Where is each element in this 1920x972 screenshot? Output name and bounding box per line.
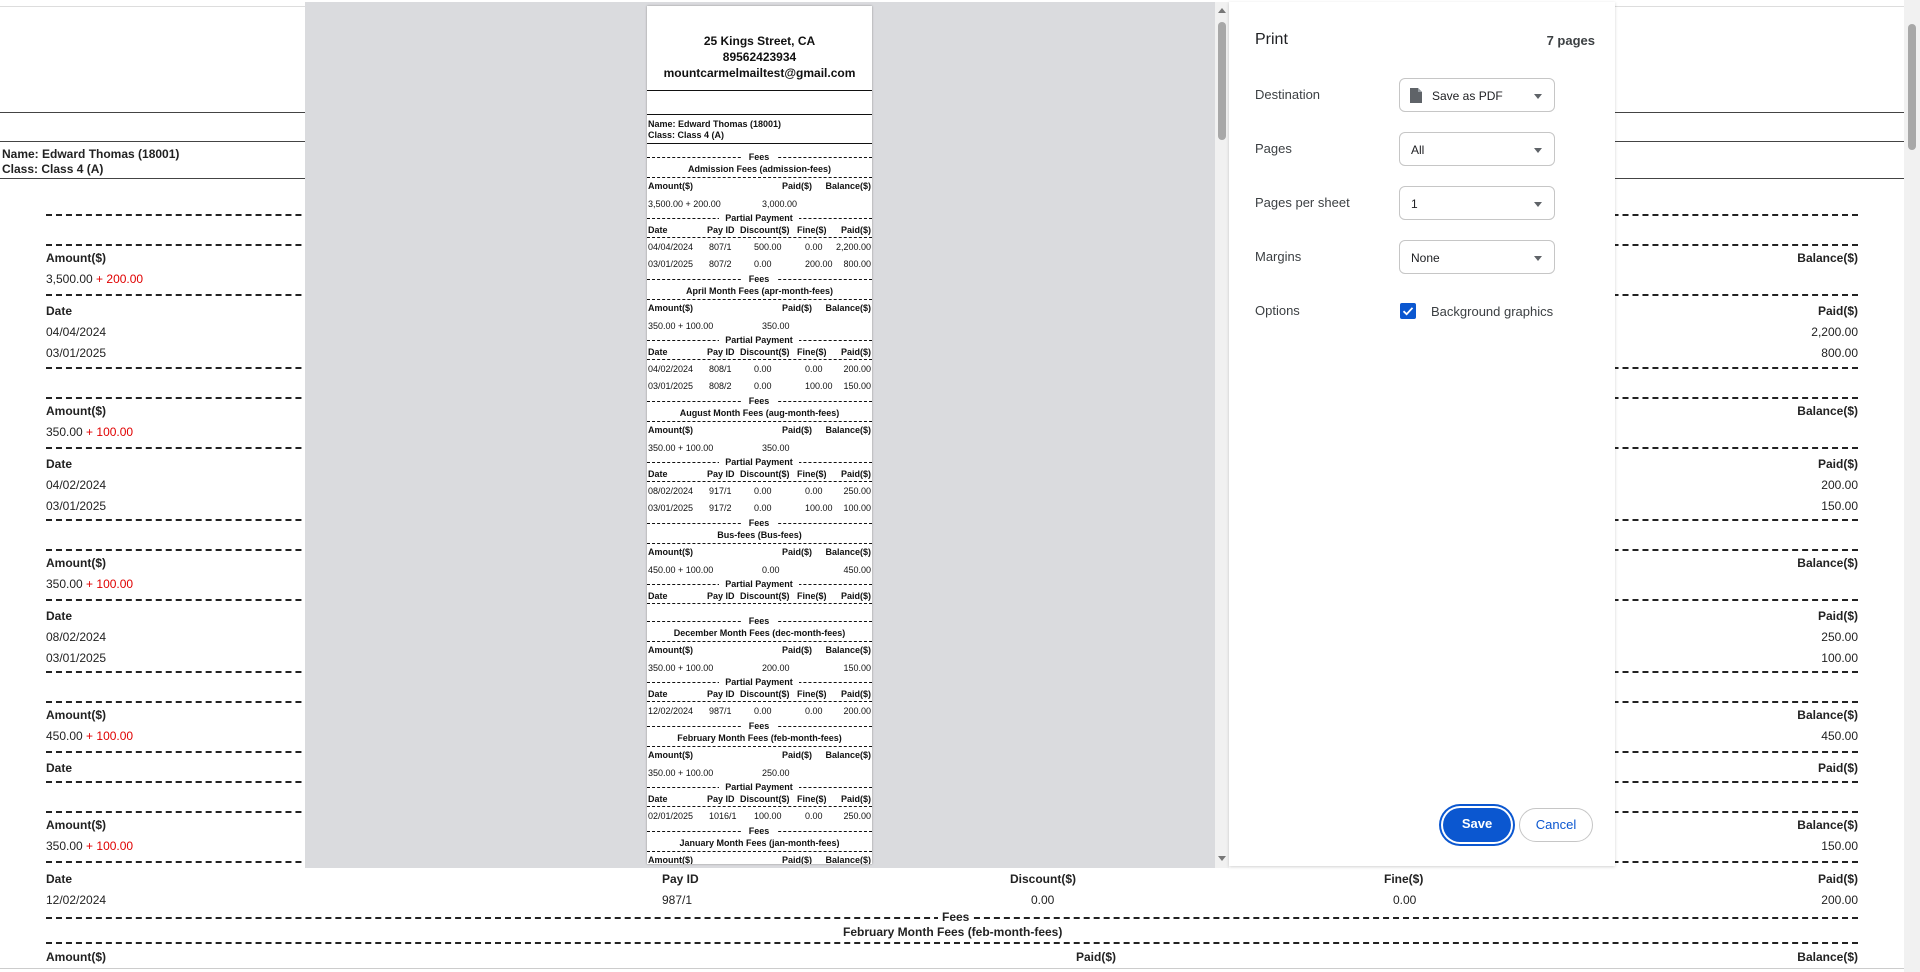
date-header: Date	[648, 689, 668, 699]
amount-header: Amount($)	[648, 750, 693, 760]
page-count: 7 pages	[1546, 33, 1595, 48]
row-date: 04/04/2024	[648, 242, 694, 252]
amount-fine: + 100.00	[86, 425, 134, 439]
partial-payment-label: Partial Payment	[719, 677, 799, 687]
row-paid: 100.00	[843, 503, 871, 513]
partial-payment-label: Partial Payment	[719, 335, 799, 345]
student-name: Name: Edward Thomas (18001)	[2, 147, 180, 161]
fee-title: January Month Fees (jan-month-fees)	[679, 838, 840, 848]
paid-header: Paid($)	[840, 347, 871, 357]
discount-header: Discount($)	[1010, 872, 1076, 886]
balance-header: Balance($)	[1797, 950, 1858, 964]
row-discount: 0.00	[754, 706, 772, 716]
dashed-divider	[647, 299, 872, 300]
paid-header: Paid($)	[782, 181, 813, 191]
row-fine: 0.00	[805, 242, 823, 252]
paid-header: Paid($)	[782, 547, 813, 557]
row-date: 03/01/2025	[648, 259, 694, 269]
school-email: mountcarmelmailtest@gmail.com	[663, 66, 856, 80]
row-fine: 0.00	[805, 486, 823, 496]
date-header: Date	[46, 872, 73, 886]
row-date: 03/01/2025	[46, 346, 107, 360]
balance-header: Balance($)	[1797, 556, 1858, 570]
row-fine: 200.00	[805, 259, 833, 269]
cancel-button[interactable]: Cancel	[1519, 808, 1593, 842]
row-paid: 2,200.00	[1811, 325, 1858, 339]
dashed-divider	[647, 641, 872, 642]
discount-header: Discount($)	[740, 794, 790, 804]
background-graphics-label[interactable]: Background graphics	[1431, 304, 1554, 319]
amount-header: Amount($)	[46, 818, 106, 832]
balance-header: Balance($)	[825, 181, 871, 191]
paid-header: Paid($)	[1076, 950, 1117, 964]
balance-header: Balance($)	[1797, 818, 1858, 832]
row-paid: 250.00	[843, 811, 871, 821]
fee-title: December Month Fees (dec-month-fees)	[673, 628, 846, 638]
paid-header: Paid($)	[840, 591, 871, 601]
fee-title: Bus-fees (Bus-fees)	[717, 530, 802, 540]
fee-title: Admission Fees (admission-fees)	[687, 164, 832, 174]
preview-student-class: Class: Class 4 (A)	[648, 130, 725, 140]
amount-base: 350.00	[46, 839, 87, 853]
amount-header: Amount($)	[648, 547, 693, 557]
amount-fine: + 100.00	[86, 729, 134, 743]
row-date: 04/02/2024	[46, 478, 107, 492]
date-header: Date	[648, 225, 668, 235]
dashed-divider	[647, 237, 872, 238]
fee-title: April Month Fees (apr-month-fees)	[685, 286, 833, 296]
row-date: 04/02/2024	[648, 364, 694, 374]
row-date: 08/02/2024	[46, 630, 107, 644]
row-fine: 0.00	[805, 364, 823, 374]
discount-header: Discount($)	[740, 689, 790, 699]
paid-header: Paid($)	[782, 855, 813, 864]
dashed-divider	[647, 359, 872, 360]
paid-header: Paid($)	[782, 425, 813, 435]
amount-value: 450.00 + 100.00	[648, 565, 714, 575]
row-paid: 200.00	[843, 706, 871, 716]
balance-header: Balance($)	[1797, 404, 1858, 418]
payid-header: Pay ID	[707, 591, 735, 601]
fine-header: Fine($)	[797, 794, 827, 804]
row-payid: 1016/1	[709, 811, 737, 821]
balance-header: Balance($)	[825, 855, 871, 864]
print-settings-panel	[1229, 2, 1615, 866]
print-preview-area[interactable]	[305, 2, 1215, 868]
row-payid: 808/2	[709, 381, 732, 391]
row-paid: 250.00	[843, 486, 871, 496]
partial-payment-label: Partial Payment	[719, 457, 799, 467]
balance-header: Balance($)	[1797, 708, 1858, 722]
paid-header: Paid($)	[782, 645, 813, 655]
school-address: 25 Kings Street, CA	[703, 34, 816, 48]
row-payid: 987/1	[662, 893, 693, 907]
scroll-up-arrow-icon[interactable]	[1218, 8, 1226, 13]
row-paid: 150.00	[1821, 499, 1858, 513]
row-date: 03/01/2025	[648, 503, 694, 513]
amount-base: 3,500.00	[46, 272, 97, 286]
row-payid: 987/1	[709, 706, 732, 716]
date-header: Date	[46, 304, 73, 318]
row-fine: 0.00	[805, 811, 823, 821]
student-class: Class: Class 4 (A)	[2, 162, 104, 176]
payid-header: Pay ID	[707, 347, 735, 357]
fine-header: Fine($)	[797, 689, 827, 699]
row-paid: 800.00	[1821, 346, 1858, 360]
destination-select[interactable]	[1399, 78, 1555, 112]
paid-value: 350.00	[762, 443, 790, 453]
amount-value	[46, 839, 133, 853]
amount-header: Amount($)	[46, 950, 106, 964]
fine-header: Fine($)	[797, 225, 827, 235]
margins-select[interactable]	[1399, 240, 1555, 274]
row-date: 12/02/2024	[648, 706, 694, 716]
balance-header: Balance($)	[1797, 251, 1858, 265]
row-discount: 500.00	[754, 242, 782, 252]
amount-header: Amount($)	[46, 404, 106, 418]
partial-payment-label: Partial Payment	[719, 782, 799, 792]
save-button[interactable]: Save	[1443, 808, 1511, 842]
amount-value: 3,500.00 + 200.00	[648, 199, 721, 209]
date-header: Date	[648, 794, 668, 804]
fees-label: Fees	[741, 518, 777, 528]
date-header: Date	[46, 609, 73, 623]
row-discount: 0.00	[1031, 893, 1055, 907]
row-date: 03/01/2025	[46, 499, 107, 513]
amount-base: 450.00	[46, 729, 87, 743]
amount-header: Amount($)	[648, 181, 693, 191]
fine-header: Fine($)	[797, 469, 827, 479]
fees-label: Fees	[741, 274, 777, 284]
paid-header: Paid($)	[840, 794, 871, 804]
date-header: Date	[46, 761, 73, 775]
row-payid: 917/2	[709, 503, 732, 513]
row-discount: 0.00	[754, 364, 772, 374]
dashed-divider	[46, 942, 1858, 944]
fees-label: Fees	[741, 152, 777, 162]
partial-payment-label: Partial Payment	[719, 579, 799, 589]
row-paid: 200.00	[1821, 478, 1858, 492]
payid-header: Pay ID	[662, 872, 699, 886]
fee-title: August Month Fees (aug-month-fees)	[679, 408, 840, 418]
divider	[647, 114, 872, 115]
dashed-divider	[647, 421, 872, 422]
amount-header: Amount($)	[648, 855, 693, 864]
row-fine: 0.00	[805, 706, 823, 716]
pages-select[interactable]	[1399, 132, 1555, 166]
row-payid: 807/1	[709, 242, 732, 252]
row-paid: 150.00	[843, 381, 871, 391]
amount-fine: + 100.00	[86, 839, 134, 853]
margins-value: None	[1411, 251, 1440, 265]
paid-header: Paid($)	[782, 750, 813, 760]
destination-value: Save as PDF	[1432, 89, 1503, 103]
date-header: Date	[46, 457, 73, 471]
amount-header: Amount($)	[46, 251, 106, 265]
row-paid: 800.00	[843, 259, 871, 269]
discount-header: Discount($)	[740, 469, 790, 479]
amount-value	[46, 425, 133, 439]
balance-header: Balance($)	[825, 645, 871, 655]
preview-scrollbar-thumb[interactable]	[1218, 22, 1226, 140]
date-header: Date	[648, 347, 668, 357]
row-payid: 807/2	[709, 259, 732, 269]
paid-header: Paid($)	[1817, 457, 1858, 471]
balance-header: Balance($)	[825, 425, 871, 435]
row-fine: 0.00	[1393, 893, 1417, 907]
preview-student-name: Name: Edward Thomas (18001)	[648, 119, 782, 129]
paid-value: 350.00	[762, 321, 790, 331]
paid-value: 0.00	[762, 565, 780, 575]
amount-header: Amount($)	[46, 708, 106, 722]
balance-value: 450.00	[843, 565, 871, 575]
pages-per-sheet-value: 1	[1411, 197, 1418, 211]
row-discount: 100.00	[754, 811, 782, 821]
row-date: 08/02/2024	[648, 486, 694, 496]
paid-header: Paid($)	[840, 469, 871, 479]
row-paid: 100.00	[1821, 651, 1858, 665]
amount-value: 350.00 + 100.00	[648, 768, 714, 778]
discount-header: Discount($)	[740, 225, 790, 235]
amount-base: 350.00	[46, 425, 87, 439]
pages-per-sheet-label: Pages per sheet	[1255, 195, 1350, 210]
payid-header: Pay ID	[707, 469, 735, 479]
amount-fine: + 100.00	[86, 577, 134, 591]
pages-per-sheet-select[interactable]	[1399, 186, 1555, 220]
row-date: 03/01/2025	[648, 381, 694, 391]
amount-base: 350.00	[46, 577, 87, 591]
date-header: Date	[648, 469, 668, 479]
balance-value: 150.00	[843, 663, 871, 673]
fees-label: Fees	[741, 826, 777, 836]
amount-value	[46, 577, 133, 591]
balance-header: Balance($)	[825, 750, 871, 760]
options-label: Options	[1255, 303, 1300, 318]
balance-value: 450.00	[1821, 729, 1858, 743]
amount-value	[46, 729, 133, 743]
dashed-divider	[647, 746, 872, 747]
payid-header: Pay ID	[707, 225, 735, 235]
dashed-divider	[647, 177, 872, 178]
chevron-down-icon	[1534, 94, 1542, 99]
divider	[647, 90, 872, 91]
payid-header: Pay ID	[707, 794, 735, 804]
amount-header: Amount($)	[46, 556, 106, 570]
paid-value: 200.00	[762, 663, 790, 673]
discount-header: Discount($)	[740, 591, 790, 601]
fine-header: Fine($)	[797, 347, 827, 357]
row-payid: 808/1	[709, 364, 732, 374]
row-discount: 0.00	[754, 503, 772, 513]
divider	[647, 143, 872, 144]
row-date: 12/02/2024	[46, 893, 107, 907]
row-date: 03/01/2025	[46, 651, 107, 665]
row-date: 02/01/2025	[648, 811, 694, 821]
print-title: Print	[1255, 31, 1288, 48]
paid-header: Paid($)	[1817, 609, 1858, 623]
amount-header: Amount($)	[648, 645, 693, 655]
preview-scrollbar[interactable]	[1215, 2, 1229, 868]
fine-header: Fine($)	[1384, 872, 1424, 886]
divider	[0, 968, 1904, 969]
row-payid: 917/1	[709, 486, 732, 496]
page-scrollbar[interactable]	[1904, 0, 1920, 972]
fees-label: Fees	[938, 910, 973, 924]
amount-header: Amount($)	[648, 303, 693, 313]
row-paid: 250.00	[1821, 630, 1858, 644]
balance-header: Balance($)	[825, 547, 871, 557]
paid-header: Paid($)	[1817, 872, 1858, 886]
preview-page	[647, 6, 872, 864]
dashed-divider	[647, 603, 872, 604]
paid-value: 250.00	[762, 768, 790, 778]
balance-header: Balance($)	[825, 303, 871, 313]
fine-header: Fine($)	[797, 591, 827, 601]
amount-value: 350.00 + 100.00	[648, 663, 714, 673]
dashed-divider	[647, 543, 872, 544]
payid-header: Pay ID	[707, 689, 735, 699]
row-paid: 2,200.00	[835, 242, 871, 252]
paid-header: Paid($)	[1817, 304, 1858, 318]
fee-title: February Month Fees (feb-month-fees)	[677, 733, 842, 743]
checkmark-icon	[1400, 303, 1416, 319]
dashed-divider	[647, 851, 872, 852]
margins-label: Margins	[1255, 249, 1302, 264]
school-phone: 89562423934	[722, 50, 797, 64]
background-graphics-checkbox[interactable]	[1400, 303, 1416, 319]
paid-header: Paid($)	[782, 303, 813, 313]
chevron-down-icon	[1534, 148, 1542, 153]
fees-label: Fees	[741, 396, 777, 406]
row-fine: 100.00	[805, 381, 833, 391]
paid-header: Paid($)	[840, 225, 871, 235]
paid-value: 3,000.00	[762, 199, 798, 209]
scroll-down-arrow-icon[interactable]	[1218, 856, 1226, 861]
chevron-down-icon	[1534, 256, 1542, 261]
row-discount: 0.00	[754, 486, 772, 496]
dashed-divider	[647, 701, 872, 702]
destination-label: Destination	[1255, 87, 1321, 102]
date-header: Date	[648, 591, 668, 601]
row-paid: 200.00	[1821, 893, 1858, 907]
pages-label: Pages	[1255, 141, 1292, 156]
amount-value	[46, 272, 143, 286]
page-scrollbar-thumb[interactable]	[1908, 24, 1916, 150]
discount-header: Discount($)	[740, 347, 790, 357]
fees-label: Fees	[741, 616, 777, 626]
amount-value: 350.00 + 100.00	[648, 321, 714, 331]
dashed-divider	[647, 481, 872, 482]
fees-label: Fees	[741, 721, 777, 731]
row-date: 04/04/2024	[46, 325, 107, 339]
amount-header: Amount($)	[648, 425, 693, 435]
fee-title: February Month Fees (feb-month-fees)	[843, 925, 1063, 939]
balance-value: 150.00	[1821, 839, 1858, 853]
document-icon	[1410, 88, 1422, 103]
row-discount: 0.00	[754, 259, 772, 269]
row-fine: 100.00	[805, 503, 833, 513]
paid-header: Paid($)	[840, 689, 871, 699]
amount-fine: + 200.00	[96, 272, 144, 286]
pages-value: All	[1411, 143, 1425, 157]
partial-payment-label: Partial Payment	[719, 213, 799, 223]
paid-header: Paid($)	[1817, 761, 1858, 775]
dashed-divider	[647, 806, 872, 807]
chevron-down-icon	[1534, 202, 1542, 207]
row-paid: 200.00	[843, 364, 871, 374]
amount-value: 350.00 + 100.00	[648, 443, 714, 453]
row-discount: 0.00	[754, 381, 772, 391]
